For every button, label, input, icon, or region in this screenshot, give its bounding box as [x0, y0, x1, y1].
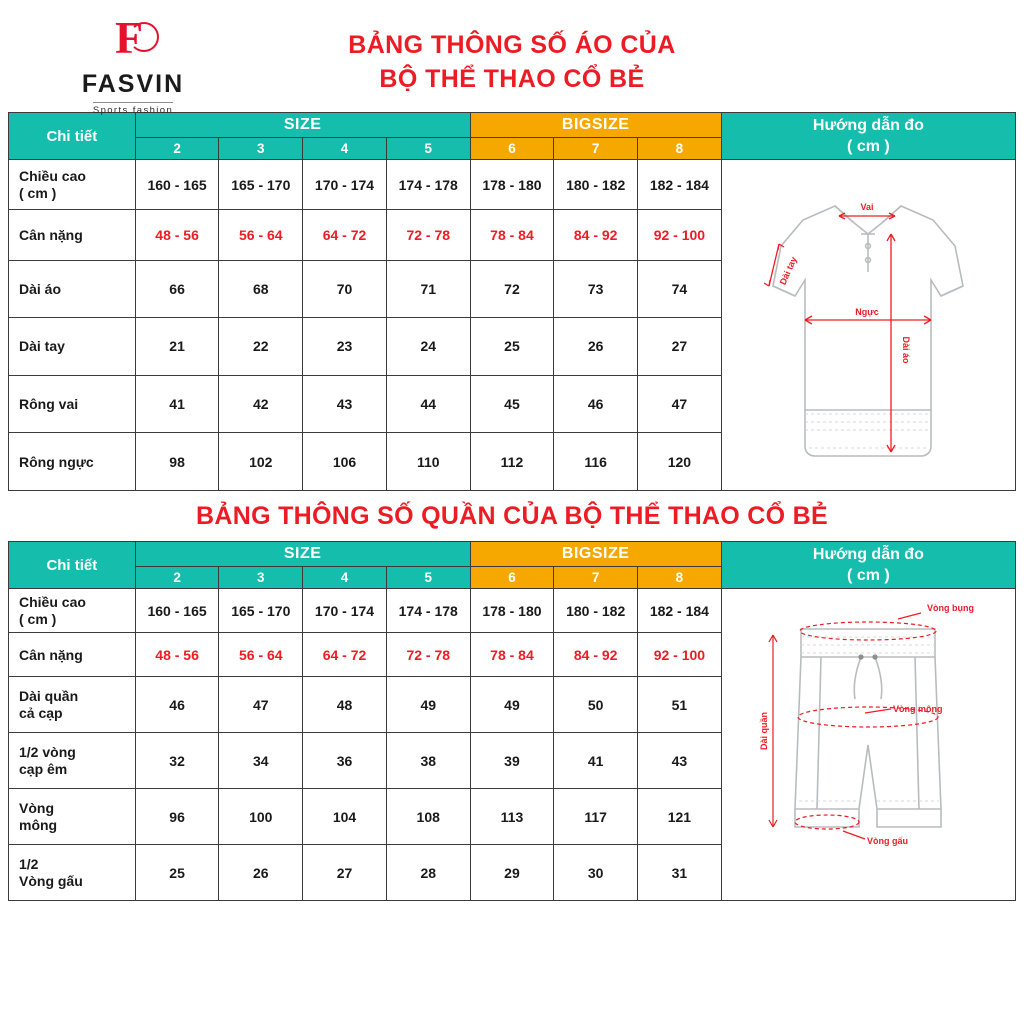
table-row [9, 589, 1016, 633]
cell: 112 [470, 433, 554, 491]
cell: 56 - 64 [219, 633, 303, 677]
cell: 92 - 100 [638, 633, 722, 677]
cell: 78 - 84 [470, 210, 554, 260]
cell: 50 [554, 677, 638, 733]
cell: 71 [386, 260, 470, 318]
header-size-group: SIZE [135, 113, 470, 138]
row-label [9, 789, 136, 845]
row-label: Dài áo [9, 260, 136, 318]
size-col-7: 8 [638, 567, 722, 589]
cell: 108 [386, 789, 470, 845]
size-col-4: 5 [386, 138, 470, 160]
cell: 73 [554, 260, 638, 318]
page-title-line-2: BỘ THỂ THAO CỔ BẺ [379, 65, 645, 93]
row-label-line-2: Vòng gấu [19, 872, 83, 889]
size-col-1: 2 [135, 138, 219, 160]
cell: 165 - 170 [219, 160, 303, 210]
cell: 74 [638, 260, 722, 318]
cell: 28 [386, 845, 470, 901]
cell: 113 [470, 789, 554, 845]
cell: 102 [219, 433, 303, 491]
cell: 160 - 165 [135, 589, 219, 633]
label-sleeve: Dài tay [778, 255, 800, 287]
cell: 34 [219, 733, 303, 789]
cell: 27 [638, 318, 722, 376]
shirt-measure-illustration [721, 160, 1015, 491]
pants-section-title: BẢNG THÔNG SỐ QUẦN CỦA BỘ THỂ THAO CỔ BẺ [196, 502, 828, 530]
cell: 84 - 92 [554, 633, 638, 677]
shirt-size-table [8, 112, 1016, 491]
cell: 120 [638, 433, 722, 491]
cell: 170 - 174 [303, 160, 387, 210]
size-col-6: 7 [554, 138, 638, 160]
cell: 182 - 184 [638, 160, 722, 210]
row-label: Dài tay [9, 318, 136, 376]
cell: 29 [470, 845, 554, 901]
cell: 45 [470, 375, 554, 433]
cell: 43 [638, 733, 722, 789]
cell: 98 [135, 433, 219, 491]
guide-line-1: Hướng dẫn đo [812, 546, 924, 563]
size-col-7: 8 [638, 138, 722, 160]
cell: 104 [303, 789, 387, 845]
guide-line-1: Hướng dẫn đo [812, 117, 924, 134]
row-label: Rông ngực [9, 433, 136, 491]
cell: 44 [386, 375, 470, 433]
page-title [258, 10, 766, 96]
cell: 25 [135, 845, 219, 901]
cell: 64 - 72 [303, 210, 387, 260]
size-col-5: 6 [470, 567, 554, 589]
row-label [9, 677, 136, 733]
cell: 25 [470, 318, 554, 376]
row-label-line-2: ( cm ) [19, 610, 57, 627]
cell: 182 - 184 [638, 589, 722, 633]
cell: 92 - 100 [638, 210, 722, 260]
row-label: Cân nặng [9, 210, 136, 260]
cell: 49 [470, 677, 554, 733]
cell: 41 [554, 733, 638, 789]
cell: 64 - 72 [303, 633, 387, 677]
row-label-line-2: cạp êm [19, 760, 68, 777]
row-label-line-2: ( cm ) [19, 184, 57, 201]
table-header-row-groups [9, 542, 1016, 567]
size-col-6: 7 [554, 567, 638, 589]
size-col-4: 5 [386, 567, 470, 589]
cell: 100 [219, 789, 303, 845]
cell: 49 [386, 677, 470, 733]
cell: 174 - 178 [386, 160, 470, 210]
row-label-line-2: mông [19, 816, 58, 833]
label-pants-length: Dài quần [759, 711, 770, 750]
cell: 47 [219, 677, 303, 733]
cell: 116 [554, 433, 638, 491]
cell: 47 [638, 375, 722, 433]
cell: 43 [303, 375, 387, 433]
pants-size-table [8, 541, 1016, 901]
cell: 56 - 64 [219, 210, 303, 260]
header-bigsize-group: BIGSIZE [470, 113, 721, 138]
label-shoulder: Vai [860, 202, 874, 212]
cell: 96 [135, 789, 219, 845]
cell: 68 [219, 260, 303, 318]
guide-line-2: ( cm ) [847, 138, 890, 155]
label-hem: Vòng gấu [867, 835, 909, 846]
cell: 66 [135, 260, 219, 318]
cell: 121 [638, 789, 722, 845]
cell: 160 - 165 [135, 160, 219, 210]
cell: 24 [386, 318, 470, 376]
header-measure-guide [721, 113, 1015, 160]
brand-name: FASVIN [81, 70, 185, 98]
cell: 41 [135, 375, 219, 433]
row-label-line-1: 1/2 [19, 855, 39, 872]
header-size-group: SIZE [135, 542, 470, 567]
cell: 42 [219, 375, 303, 433]
logo-circle-icon [129, 22, 159, 52]
cell: 170 - 174 [303, 589, 387, 633]
cell: 72 - 78 [386, 633, 470, 677]
row-label-line-1: Vòng [19, 799, 54, 816]
header-bigsize-group: BIGSIZE [470, 542, 721, 567]
cell: 39 [470, 733, 554, 789]
cell: 46 [135, 677, 219, 733]
cell: 180 - 182 [554, 160, 638, 210]
row-label [9, 160, 136, 210]
header-detail: Chi tiết [9, 113, 136, 160]
cell: 174 - 178 [386, 589, 470, 633]
cell: 117 [554, 789, 638, 845]
label-hip: Vòng mông [893, 703, 943, 714]
cell: 178 - 180 [470, 589, 554, 633]
cell: 22 [219, 318, 303, 376]
cell: 72 - 78 [386, 210, 470, 260]
cell: 178 - 180 [470, 160, 554, 210]
cell: 38 [386, 733, 470, 789]
header-detail: Chi tiết [9, 542, 136, 589]
logo-letter: F [115, 12, 143, 63]
pants-measure-illustration [721, 589, 1015, 901]
row-label-line-1: 1/2 vòng [19, 743, 76, 760]
page-title-line-1: BẢNG THÔNG SỐ ÁO CỦA [348, 31, 676, 59]
cell: 31 [638, 845, 722, 901]
size-col-3: 4 [303, 567, 387, 589]
label-shirt-length: Dài áo [901, 336, 912, 364]
size-col-2: 3 [219, 138, 303, 160]
row-label-line-2: cả cạp [19, 704, 63, 721]
cell: 180 - 182 [554, 589, 638, 633]
brand-tagline: Sports fashion [93, 102, 173, 116]
cell: 70 [303, 260, 387, 318]
logo-icon [107, 12, 159, 68]
cell: 165 - 170 [219, 589, 303, 633]
table-row [9, 160, 1016, 210]
cell: 48 - 56 [135, 210, 219, 260]
cell: 84 - 92 [554, 210, 638, 260]
page-header [8, 0, 1016, 116]
row-label: Rông vai [9, 375, 136, 433]
cell: 48 [303, 677, 387, 733]
cell: 21 [135, 318, 219, 376]
size-col-5: 6 [470, 138, 554, 160]
cell: 32 [135, 733, 219, 789]
cell: 48 - 56 [135, 633, 219, 677]
row-label [9, 589, 136, 633]
cell: 30 [554, 845, 638, 901]
cell: 36 [303, 733, 387, 789]
cell: 26 [219, 845, 303, 901]
row-label-line-1: Chiều cao [19, 167, 86, 184]
cell: 23 [303, 318, 387, 376]
cell: 72 [470, 260, 554, 318]
cell: 110 [386, 433, 470, 491]
size-col-2: 3 [219, 567, 303, 589]
header-measure-guide [721, 542, 1015, 589]
row-label [9, 845, 136, 901]
cell: 27 [303, 845, 387, 901]
size-col-3: 4 [303, 138, 387, 160]
row-label [9, 733, 136, 789]
cell: 106 [303, 433, 387, 491]
row-label-line-1: Dài quần [19, 687, 79, 704]
size-col-1: 2 [135, 567, 219, 589]
row-label-line-1: Chiều cao [19, 593, 86, 610]
label-waist: Vòng bụng [927, 602, 975, 613]
cell: 26 [554, 318, 638, 376]
guide-line-2: ( cm ) [847, 567, 890, 584]
label-chest: Ngực [855, 307, 880, 317]
table-header-row-groups [9, 113, 1016, 138]
cell: 46 [554, 375, 638, 433]
cell: 51 [638, 677, 722, 733]
brand-logo [8, 10, 258, 116]
cell: 78 - 84 [470, 633, 554, 677]
row-label: Cân nặng [9, 633, 136, 677]
